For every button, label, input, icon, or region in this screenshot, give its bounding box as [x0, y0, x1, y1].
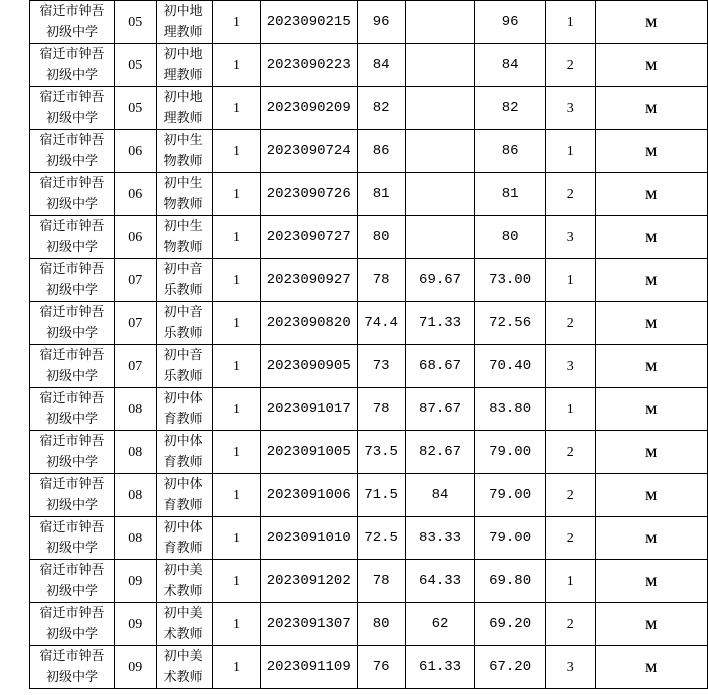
total-score-cell: 96	[475, 1, 546, 44]
position-name-cell-line: 初中生	[163, 219, 203, 234]
table-row	[30, 517, 708, 560]
interview-score-cell: 71.33	[405, 302, 475, 345]
school-cell	[30, 388, 115, 431]
school-cell	[30, 216, 115, 259]
exam-cell: M	[595, 259, 707, 302]
position-code-cell: 09	[114, 603, 156, 646]
rank-cell: 3	[545, 216, 595, 259]
position-name-cell	[156, 259, 212, 302]
position-name-cell	[156, 1, 212, 44]
school-cell	[30, 44, 115, 87]
interview-score-cell: 82.67	[405, 431, 475, 474]
written-score-cell: 80	[357, 216, 405, 259]
exam-cell: M	[595, 474, 707, 517]
position-name-cell	[156, 517, 212, 560]
rank-cell: 2	[545, 517, 595, 560]
written-score-cell: 84	[357, 44, 405, 87]
position-name-cell-line: 初中体	[163, 520, 203, 535]
exam-cell: M	[595, 345, 707, 388]
school-cell	[30, 517, 115, 560]
position-name-cell-line: 乐教师	[163, 326, 203, 341]
total-score-cell: 69.80	[475, 560, 546, 603]
written-score-cell: 78	[357, 388, 405, 431]
school-cell-line: 宿迁市钟吾	[39, 90, 105, 105]
hiring-count-cell: 1	[213, 1, 261, 44]
hiring-count-cell: 1	[213, 646, 261, 689]
total-score-cell: 79.00	[475, 474, 546, 517]
written-score-cell: 78	[357, 259, 405, 302]
school-cell-line: 宿迁市钟吾	[39, 520, 105, 535]
school-cell-line: 宿迁市钟吾	[39, 219, 105, 234]
position-name-cell-line: 初中地	[163, 47, 203, 62]
table-row	[30, 259, 708, 302]
position-name-cell-line: 初中音	[163, 305, 203, 320]
ticket-number-cell: 2023090724	[260, 130, 357, 173]
school-cell-line: 宿迁市钟吾	[39, 47, 105, 62]
written-score-cell: 80	[357, 603, 405, 646]
written-score-cell: 76	[357, 646, 405, 689]
rank-cell: 1	[545, 560, 595, 603]
school-cell-line: 初级中学	[45, 25, 98, 40]
exam-cell: M	[595, 130, 707, 173]
school-cell-line: 宿迁市钟吾	[39, 348, 105, 363]
position-name-cell-line: 术教师	[163, 627, 203, 642]
position-name-cell-line: 初中美	[163, 563, 203, 578]
written-score-cell: 72.5	[357, 517, 405, 560]
hiring-count-cell: 1	[213, 44, 261, 87]
total-score-cell: 80	[475, 216, 546, 259]
position-name-cell	[156, 173, 212, 216]
written-score-cell: 71.5	[357, 474, 405, 517]
exam-cell: M	[595, 87, 707, 130]
table-row	[30, 173, 708, 216]
interview-score-cell	[405, 1, 475, 44]
school-cell-line: 初级中学	[45, 541, 98, 556]
table-row	[30, 302, 708, 345]
position-name-cell	[156, 216, 212, 259]
school-cell-line: 宿迁市钟吾	[39, 563, 105, 578]
position-code-cell: 07	[114, 302, 156, 345]
rank-cell: 1	[545, 130, 595, 173]
ticket-number-cell: 2023090223	[260, 44, 357, 87]
total-score-cell: 79.00	[475, 517, 546, 560]
table-row	[30, 388, 708, 431]
hiring-count-cell: 1	[213, 216, 261, 259]
hiring-count-cell: 1	[213, 431, 261, 474]
ticket-number-cell: 2023090209	[260, 87, 357, 130]
table-row	[30, 44, 708, 87]
position-name-cell	[156, 388, 212, 431]
total-score-cell: 69.20	[475, 603, 546, 646]
table-row	[30, 560, 708, 603]
ticket-number-cell: 2023091006	[260, 474, 357, 517]
interview-score-cell: 83.33	[405, 517, 475, 560]
hiring-count-cell: 1	[213, 87, 261, 130]
ticket-number-cell: 2023091307	[260, 603, 357, 646]
school-cell	[30, 431, 115, 474]
exam-cell: M	[595, 216, 707, 259]
written-score-cell: 73	[357, 345, 405, 388]
position-name-cell	[156, 646, 212, 689]
school-cell-line: 初级中学	[45, 584, 98, 599]
school-cell-line: 宿迁市钟吾	[39, 133, 105, 148]
hiring-count-cell: 1	[213, 345, 261, 388]
rank-cell: 2	[545, 474, 595, 517]
school-cell	[30, 560, 115, 603]
position-name-cell	[156, 603, 212, 646]
total-score-cell: 82	[475, 87, 546, 130]
position-code-cell: 08	[114, 474, 156, 517]
exam-cell: M	[595, 646, 707, 689]
position-code-cell: 07	[114, 259, 156, 302]
rank-cell: 2	[545, 173, 595, 216]
interview-score-cell	[405, 173, 475, 216]
ticket-number-cell: 2023090727	[260, 216, 357, 259]
school-cell-line: 初级中学	[45, 283, 98, 298]
position-code-cell: 08	[114, 431, 156, 474]
position-code-cell: 09	[114, 560, 156, 603]
exam-cell: M	[595, 388, 707, 431]
hiring-count-cell: 1	[213, 173, 261, 216]
school-cell	[30, 474, 115, 517]
interview-score-cell	[405, 87, 475, 130]
ticket-number-cell: 2023091017	[260, 388, 357, 431]
position-name-cell-line: 初中美	[163, 606, 203, 621]
position-code-cell: 08	[114, 388, 156, 431]
school-cell-line: 宿迁市钟吾	[39, 477, 105, 492]
rank-cell: 2	[545, 44, 595, 87]
table-row	[30, 345, 708, 388]
position-name-cell-line: 初中地	[163, 4, 203, 19]
ticket-number-cell: 2023091109	[260, 646, 357, 689]
position-name-cell-line: 物教师	[163, 240, 203, 255]
school-cell	[30, 173, 115, 216]
position-name-cell	[156, 560, 212, 603]
position-name-cell	[156, 345, 212, 388]
written-score-cell: 73.5	[357, 431, 405, 474]
interview-score-cell: 87.67	[405, 388, 475, 431]
school-cell	[30, 1, 115, 44]
position-name-cell-line: 初中体	[163, 477, 203, 492]
school-cell-line: 初级中学	[45, 498, 98, 513]
ticket-number-cell: 2023090820	[260, 302, 357, 345]
position-name-cell-line: 物教师	[163, 154, 203, 169]
position-name-cell-line: 理教师	[163, 68, 203, 83]
school-cell-line: 初级中学	[45, 627, 98, 642]
written-score-cell: 96	[357, 1, 405, 44]
exam-cell: M	[595, 603, 707, 646]
position-code-cell: 06	[114, 130, 156, 173]
hiring-count-cell: 1	[213, 259, 261, 302]
position-name-cell	[156, 87, 212, 130]
ticket-number-cell: 2023091202	[260, 560, 357, 603]
total-score-cell: 67.20	[475, 646, 546, 689]
rank-cell: 3	[545, 87, 595, 130]
school-cell	[30, 130, 115, 173]
rank-cell: 2	[545, 302, 595, 345]
interview-score-cell: 84	[405, 474, 475, 517]
ticket-number-cell: 2023090905	[260, 345, 357, 388]
written-score-cell: 81	[357, 173, 405, 216]
school-cell-line: 初级中学	[45, 369, 98, 384]
exam-cell: M	[595, 302, 707, 345]
position-code-cell: 06	[114, 173, 156, 216]
ticket-number-cell: 2023091005	[260, 431, 357, 474]
exam-cell: M	[595, 173, 707, 216]
school-cell	[30, 646, 115, 689]
table-row	[30, 87, 708, 130]
position-name-cell-line: 乐教师	[163, 283, 203, 298]
position-name-cell-line: 育教师	[163, 498, 203, 513]
hiring-count-cell: 1	[213, 130, 261, 173]
ticket-number-cell: 2023091010	[260, 517, 357, 560]
position-name-cell-line: 理教师	[163, 111, 203, 126]
table-row	[30, 431, 708, 474]
school-cell	[30, 603, 115, 646]
ticket-number-cell: 2023090726	[260, 173, 357, 216]
position-name-cell	[156, 44, 212, 87]
written-score-cell: 86	[357, 130, 405, 173]
ticket-number-cell: 2023090215	[260, 1, 357, 44]
position-name-cell-line: 理教师	[163, 25, 203, 40]
total-score-cell: 81	[475, 173, 546, 216]
position-code-cell: 07	[114, 345, 156, 388]
rank-cell: 3	[545, 345, 595, 388]
position-code-cell: 05	[114, 87, 156, 130]
position-code-cell: 09	[114, 646, 156, 689]
interview-score-cell: 69.67	[405, 259, 475, 302]
position-name-cell	[156, 130, 212, 173]
total-score-cell: 70.40	[475, 345, 546, 388]
school-cell-line: 宿迁市钟吾	[39, 176, 105, 191]
school-cell	[30, 259, 115, 302]
position-name-cell	[156, 431, 212, 474]
position-name-cell-line: 育教师	[163, 455, 203, 470]
interview-score-cell	[405, 44, 475, 87]
interview-score-cell	[405, 130, 475, 173]
hiring-count-cell: 1	[213, 517, 261, 560]
school-cell	[30, 87, 115, 130]
table-row	[30, 1, 708, 44]
written-score-cell: 82	[357, 87, 405, 130]
position-name-cell-line: 初中生	[163, 133, 203, 148]
position-name-cell-line: 初中体	[163, 434, 203, 449]
position-name-cell-line: 术教师	[163, 670, 203, 685]
interview-score-cell: 61.33	[405, 646, 475, 689]
school-cell-line: 宿迁市钟吾	[39, 391, 105, 406]
interview-score-cell: 62	[405, 603, 475, 646]
total-score-cell: 83.80	[475, 388, 546, 431]
hiring-count-cell: 1	[213, 474, 261, 517]
school-cell-line: 初级中学	[45, 111, 98, 126]
position-name-cell	[156, 474, 212, 517]
table-row	[30, 603, 708, 646]
school-cell-line: 宿迁市钟吾	[39, 649, 105, 664]
written-score-cell: 78	[357, 560, 405, 603]
rank-cell: 1	[545, 259, 595, 302]
interview-score-cell: 68.67	[405, 345, 475, 388]
position-name-cell-line: 初中生	[163, 176, 203, 191]
table-row	[30, 646, 708, 689]
exam-cell: M	[595, 431, 707, 474]
school-cell-line: 初级中学	[45, 240, 98, 255]
exam-cell: M	[595, 1, 707, 44]
total-score-cell: 84	[475, 44, 546, 87]
exam-cell: M	[595, 560, 707, 603]
school-cell-line: 宿迁市钟吾	[39, 434, 105, 449]
table-row	[30, 130, 708, 173]
position-name-cell-line: 物教师	[163, 197, 203, 212]
school-cell-line: 初级中学	[45, 197, 98, 212]
school-cell	[30, 302, 115, 345]
position-name-cell-line: 初中地	[163, 90, 203, 105]
position-name-cell	[156, 302, 212, 345]
position-name-cell-line: 育教师	[163, 541, 203, 556]
school-cell-line: 初级中学	[45, 68, 98, 83]
total-score-cell: 73.00	[475, 259, 546, 302]
rank-cell: 2	[545, 431, 595, 474]
position-name-cell-line: 初中音	[163, 348, 203, 363]
position-code-cell: 05	[114, 1, 156, 44]
interview-score-cell	[405, 216, 475, 259]
position-name-cell-line: 乐教师	[163, 369, 203, 384]
position-name-cell-line: 初中体	[163, 391, 203, 406]
school-cell-line: 宿迁市钟吾	[39, 606, 105, 621]
rank-cell: 1	[545, 1, 595, 44]
exam-cell: M	[595, 517, 707, 560]
total-score-cell: 86	[475, 130, 546, 173]
position-name-cell-line: 术教师	[163, 584, 203, 599]
rank-cell: 2	[545, 603, 595, 646]
school-cell-line: 宿迁市钟吾	[39, 4, 105, 19]
exam-cell: M	[595, 44, 707, 87]
school-cell-line: 初级中学	[45, 326, 98, 341]
position-code-cell: 08	[114, 517, 156, 560]
hiring-count-cell: 1	[213, 603, 261, 646]
total-score-cell: 79.00	[475, 431, 546, 474]
school-cell-line: 初级中学	[45, 154, 98, 169]
school-cell-line: 初级中学	[45, 670, 98, 685]
position-name-cell-line: 初中美	[163, 649, 203, 664]
written-score-cell: 74.4	[357, 302, 405, 345]
school-cell-line: 宿迁市钟吾	[39, 262, 105, 277]
position-name-cell-line: 育教师	[163, 412, 203, 427]
hiring-count-cell: 1	[213, 388, 261, 431]
interview-score-cell: 64.33	[405, 560, 475, 603]
table-row	[30, 474, 708, 517]
hiring-count-cell: 1	[213, 302, 261, 345]
position-code-cell: 05	[114, 44, 156, 87]
school-cell	[30, 345, 115, 388]
school-cell-line: 初级中学	[45, 455, 98, 470]
rank-cell: 3	[545, 646, 595, 689]
results-table	[29, 0, 708, 689]
school-cell-line: 宿迁市钟吾	[39, 305, 105, 320]
position-name-cell-line: 初中音	[163, 262, 203, 277]
ticket-number-cell: 2023090927	[260, 259, 357, 302]
hiring-count-cell: 1	[213, 560, 261, 603]
table-row	[30, 216, 708, 259]
position-code-cell: 06	[114, 216, 156, 259]
total-score-cell: 72.56	[475, 302, 546, 345]
rank-cell: 1	[545, 388, 595, 431]
school-cell-line: 初级中学	[45, 412, 98, 427]
